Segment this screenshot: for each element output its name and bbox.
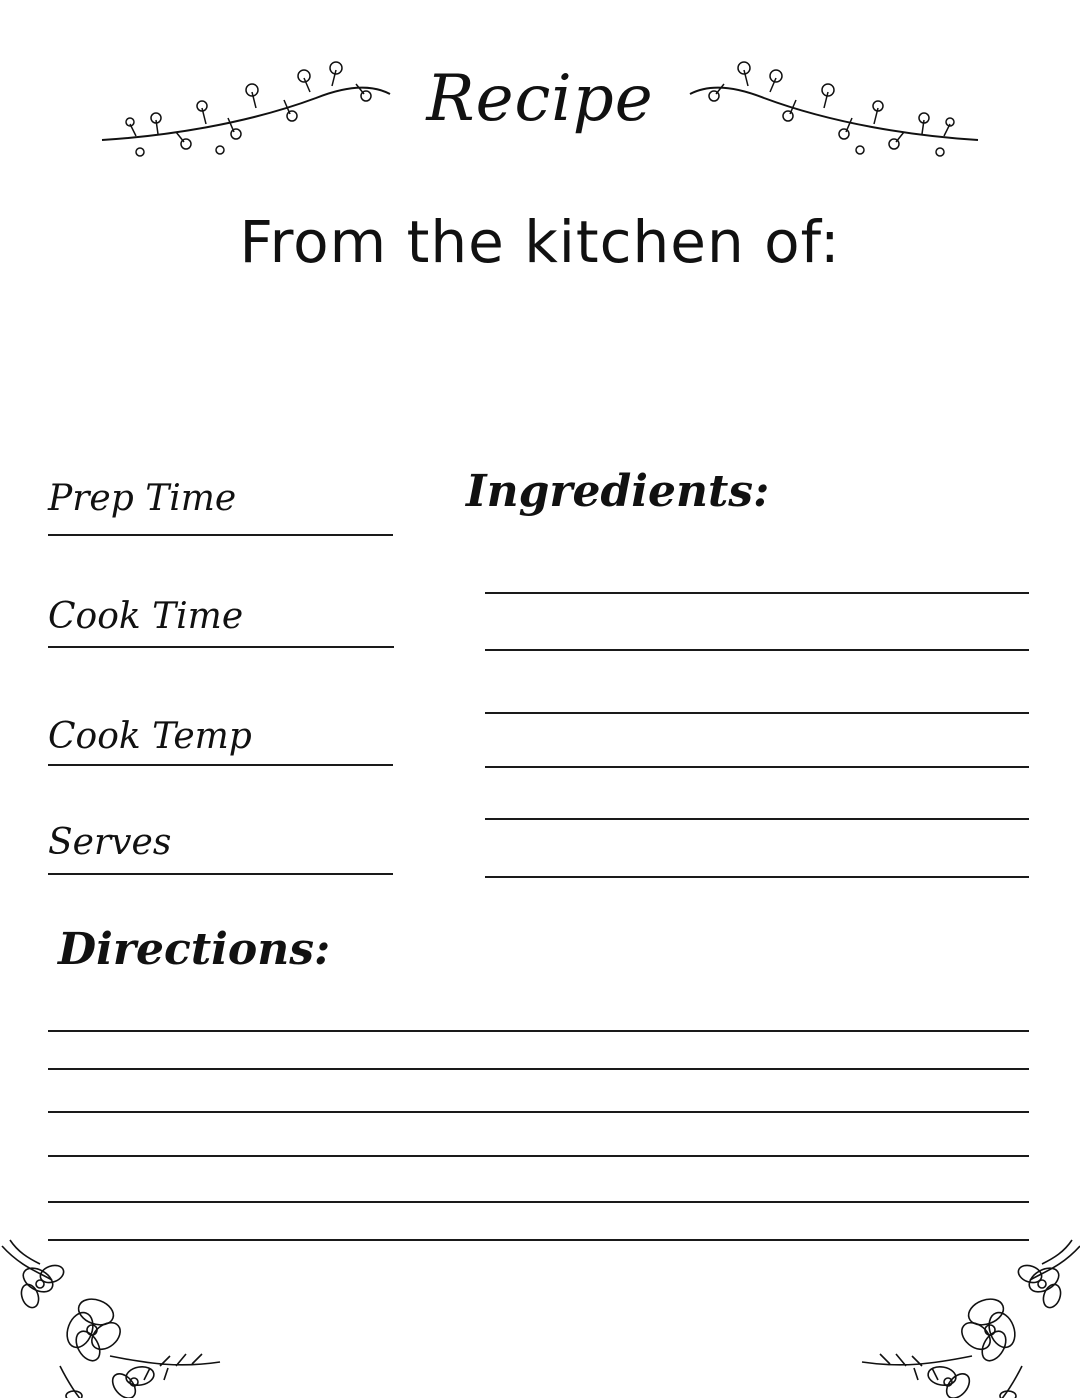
cook-time-line[interactable] (48, 646, 394, 648)
cook-temp-label: Cook Temp (48, 716, 252, 757)
kitchen-of-heading: From the kitchen of: (239, 208, 841, 276)
ingredient-line[interactable] (485, 876, 1029, 878)
prep-time-label: Prep Time (48, 478, 237, 519)
vine-icon (684, 58, 984, 168)
ingredient-line[interactable] (485, 592, 1029, 594)
flower-icon (0, 1236, 230, 1398)
direction-line[interactable] (48, 1201, 1029, 1203)
serves-label: Serves (48, 822, 172, 863)
cook-time-label: Cook Time (48, 596, 244, 637)
ingredient-line[interactable] (485, 649, 1029, 651)
ingredient-line[interactable] (485, 712, 1029, 714)
page-title: Recipe (426, 62, 654, 136)
serves-line[interactable] (48, 873, 393, 875)
flower-icon (852, 1236, 1080, 1398)
direction-line[interactable] (48, 1030, 1029, 1032)
direction-line[interactable] (48, 1155, 1029, 1157)
direction-line[interactable] (48, 1068, 1029, 1070)
ingredients-heading: Ingredients: (466, 466, 770, 517)
directions-heading: Directions: (58, 924, 331, 975)
direction-line[interactable] (48, 1111, 1029, 1113)
ingredient-line[interactable] (485, 818, 1029, 820)
prep-time-line[interactable] (48, 534, 393, 536)
ingredient-line[interactable] (485, 766, 1029, 768)
cook-temp-line[interactable] (48, 764, 393, 766)
